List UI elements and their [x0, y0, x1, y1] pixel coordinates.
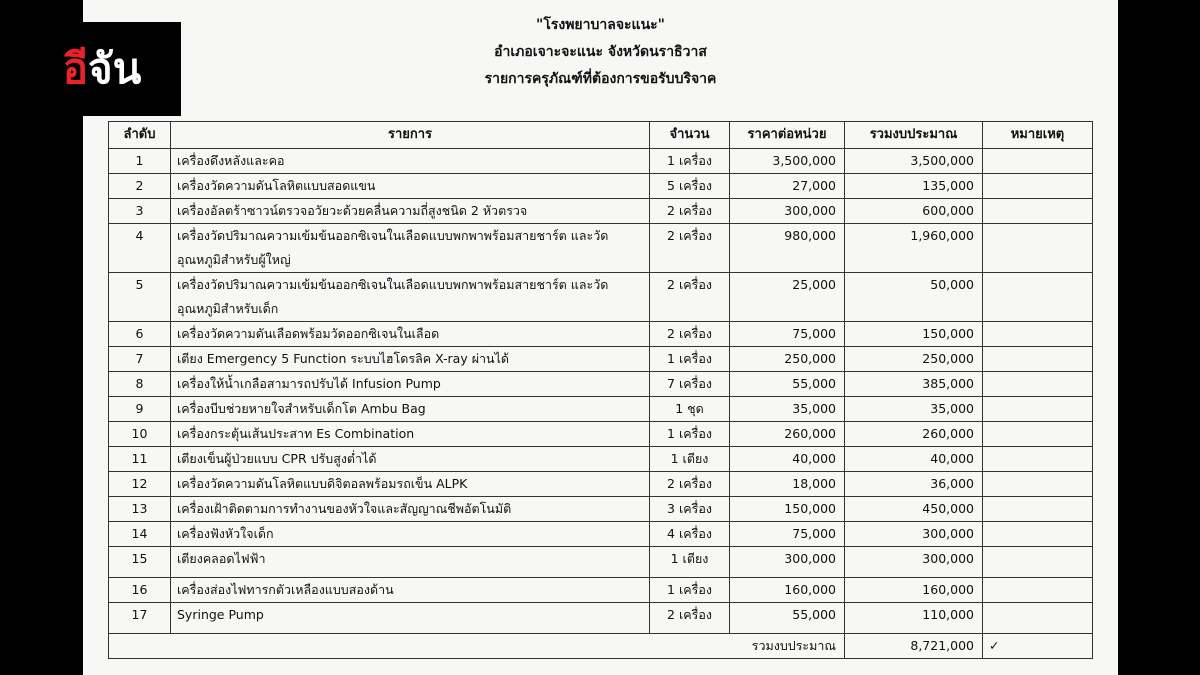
row-note [983, 603, 1093, 634]
row-item: เครื่องวัดปริมาณความเข้มข้นออกซิเจนในเลือดแบบพกพาพร้อมสายชาร์ต และวัดอุณหภูมิสำหรับผู้ใหญ่ [171, 224, 650, 273]
row-unit-price: 55,000 [730, 372, 845, 397]
row-note [983, 199, 1093, 224]
row-unit-price: 18,000 [730, 472, 845, 497]
row-unit-price: 300,000 [730, 199, 845, 224]
col-header-total: รวมงบประมาณ [845, 122, 983, 149]
row-unit-price: 250,000 [730, 347, 845, 372]
row-quantity: 1 เครื่อง [650, 578, 730, 603]
row-item: เครื่องบีบช่วยหายใจสำหรับเด็กโต Ambu Bag [171, 397, 650, 422]
row-unit-price: 980,000 [730, 224, 845, 273]
total-label: รวมงบประมาณ [650, 634, 845, 659]
row-item: เครื่องฟังหัวใจเด็ก [171, 522, 650, 547]
row-total: 300,000 [845, 547, 983, 578]
row-note [983, 522, 1093, 547]
row-note [983, 472, 1093, 497]
col-header-note: หมายเหตุ [983, 122, 1093, 149]
row-note [983, 497, 1093, 522]
row-total: 385,000 [845, 372, 983, 397]
row-quantity: 1 เครื่อง [650, 347, 730, 372]
table-row [109, 547, 1093, 578]
col-header-qty: จำนวน [650, 122, 730, 149]
table-row [109, 199, 1093, 224]
row-quantity: 1 ชุด [650, 397, 730, 422]
table-row [109, 224, 1093, 273]
table-row [109, 447, 1093, 472]
row-note [983, 397, 1093, 422]
row-item: เครื่องวัดความดันเลือดพร้อมวัดออกซิเจนในเลือด [171, 322, 650, 347]
row-item: เครื่องกระตุ้นเส้นประสาท Es Combination [171, 422, 650, 447]
row-quantity: 4 เครื่อง [650, 522, 730, 547]
row-unit-price: 75,000 [730, 322, 845, 347]
row-unit-price: 55,000 [730, 603, 845, 634]
row-number: 3 [109, 199, 171, 224]
row-note [983, 422, 1093, 447]
row-number: 7 [109, 347, 171, 372]
row-number: 6 [109, 322, 171, 347]
row-number: 12 [109, 472, 171, 497]
row-total: 1,960,000 [845, 224, 983, 273]
row-total: 3,500,000 [845, 149, 983, 174]
row-unit-price: 40,000 [730, 447, 845, 472]
hospital-name: "โรงพยาบาลจะแนะ" [536, 17, 665, 33]
row-total: 135,000 [845, 174, 983, 199]
row-number: 2 [109, 174, 171, 199]
row-unit-price: 75,000 [730, 522, 845, 547]
row-unit-price: 300,000 [730, 547, 845, 578]
row-total: 40,000 [845, 447, 983, 472]
document-subject: รายการครุภัณฑ์ที่ต้องการขอรับบริจาค [484, 71, 717, 87]
logo-text-white: จัน [87, 44, 142, 93]
row-quantity: 2 เครื่อง [650, 224, 730, 273]
row-item: เตียง Emergency 5 Function ระบบไฮโดรลิค X-ray ผ่านได้ [171, 347, 650, 372]
row-note [983, 322, 1093, 347]
row-note [983, 447, 1093, 472]
row-quantity: 2 เครื่อง [650, 199, 730, 224]
row-item: Syringe Pump [171, 603, 650, 634]
row-total: 150,000 [845, 322, 983, 347]
row-unit-price: 25,000 [730, 273, 845, 322]
total-value: 8,721,000 [845, 634, 983, 659]
table-row [109, 497, 1093, 522]
row-item: เครื่องดึงหลังและคอ [171, 149, 650, 174]
row-number: 5 [109, 273, 171, 322]
row-item: เตียงเข็นผู้ป่วยแบบ CPR ปรับสูงต่ำได้ [171, 447, 650, 472]
row-note [983, 149, 1093, 174]
row-item: เครื่องวัดความดันโลหิตแบบสอดแขน [171, 174, 650, 199]
row-total: 600,000 [845, 199, 983, 224]
row-quantity: 5 เครื่อง [650, 174, 730, 199]
row-quantity: 2 เครื่อง [650, 273, 730, 322]
row-note [983, 372, 1093, 397]
row-number: 4 [109, 224, 171, 273]
table-total-row [109, 634, 1093, 659]
row-item: เครื่องให้น้ำเกลือสามารถปรับได้ Infusion Pump [171, 372, 650, 397]
row-number: 1 [109, 149, 171, 174]
row-quantity: 2 เครื่อง [650, 322, 730, 347]
row-quantity: 2 เครื่อง [650, 603, 730, 634]
row-quantity: 1 เตียง [650, 547, 730, 578]
row-number: 8 [109, 372, 171, 397]
row-total: 110,000 [845, 603, 983, 634]
table-row [109, 472, 1093, 497]
row-item: เครื่องวัดความดันโลหิตแบบดิจิตอลพร้อมรถเข็น ALPK [171, 472, 650, 497]
row-unit-price: 3,500,000 [730, 149, 845, 174]
total-mark: ✓ [983, 634, 1093, 659]
row-total: 250,000 [845, 347, 983, 372]
row-quantity: 1 เครื่อง [650, 422, 730, 447]
logo-text-red: อี [62, 44, 88, 93]
row-number: 10 [109, 422, 171, 447]
row-number: 15 [109, 547, 171, 578]
col-header-no: ลำดับ [109, 122, 171, 149]
row-number: 17 [109, 603, 171, 634]
row-unit-price: 27,000 [730, 174, 845, 199]
row-note [983, 578, 1093, 603]
row-number: 9 [109, 397, 171, 422]
table-row [109, 322, 1093, 347]
row-number: 14 [109, 522, 171, 547]
table-row [109, 422, 1093, 447]
row-number: 13 [109, 497, 171, 522]
row-total: 35,000 [845, 397, 983, 422]
row-note [983, 547, 1093, 578]
table-row [109, 273, 1093, 322]
row-total: 260,000 [845, 422, 983, 447]
row-quantity: 7 เครื่อง [650, 372, 730, 397]
table-row [109, 522, 1093, 547]
table-row [109, 603, 1093, 634]
row-total: 50,000 [845, 273, 983, 322]
row-number: 16 [109, 578, 171, 603]
brand-logo [23, 22, 181, 116]
table-row [109, 397, 1093, 422]
row-quantity: 2 เครื่อง [650, 472, 730, 497]
col-header-unit-price: ราคาต่อหน่วย [730, 122, 845, 149]
row-item: เครื่องเฝ้าติดตามการทำงานของหัวใจและสัญญาณชีพอัตโนมัติ [171, 497, 650, 522]
row-item: เครื่องส่องไฟทารกตัวเหลืองแบบสองด้าน [171, 578, 650, 603]
table-header-row [109, 122, 1093, 149]
row-quantity: 1 เตียง [650, 447, 730, 472]
row-total: 160,000 [845, 578, 983, 603]
table-row [109, 149, 1093, 174]
row-note [983, 273, 1093, 322]
row-note [983, 224, 1093, 273]
row-note [983, 174, 1093, 199]
table-row [109, 372, 1093, 397]
row-total: 450,000 [845, 497, 983, 522]
table-row [109, 174, 1093, 199]
row-total: 36,000 [845, 472, 983, 497]
hospital-location: อำเภอเจาะจะแนะ จังหวัดนราธิวาส [494, 44, 707, 60]
row-note [983, 347, 1093, 372]
table-row [109, 578, 1093, 603]
row-unit-price: 260,000 [730, 422, 845, 447]
col-header-item: รายการ [171, 122, 650, 149]
row-quantity: 1 เครื่อง [650, 149, 730, 174]
row-item: เตียงคลอดไฟฟ้า [171, 547, 650, 578]
row-unit-price: 150,000 [730, 497, 845, 522]
donation-table [108, 121, 1093, 659]
table-row [109, 347, 1093, 372]
row-unit-price: 35,000 [730, 397, 845, 422]
row-item: เครื่องวัดปริมาณความเข้มข้นออกซิเจนในเลือดแบบพกพาพร้อมสายชาร์ต และวัดอุณหภูมิสำหรับเด็ก [171, 273, 650, 322]
row-item: เครื่องอัลตร้าซาวน์ตรวจอวัยวะด้วยคลื่นความถี่สูงชนิด 2 หัวตรวจ [171, 199, 650, 224]
row-quantity: 3 เครื่อง [650, 497, 730, 522]
row-total: 300,000 [845, 522, 983, 547]
row-unit-price: 160,000 [730, 578, 845, 603]
row-number: 11 [109, 447, 171, 472]
